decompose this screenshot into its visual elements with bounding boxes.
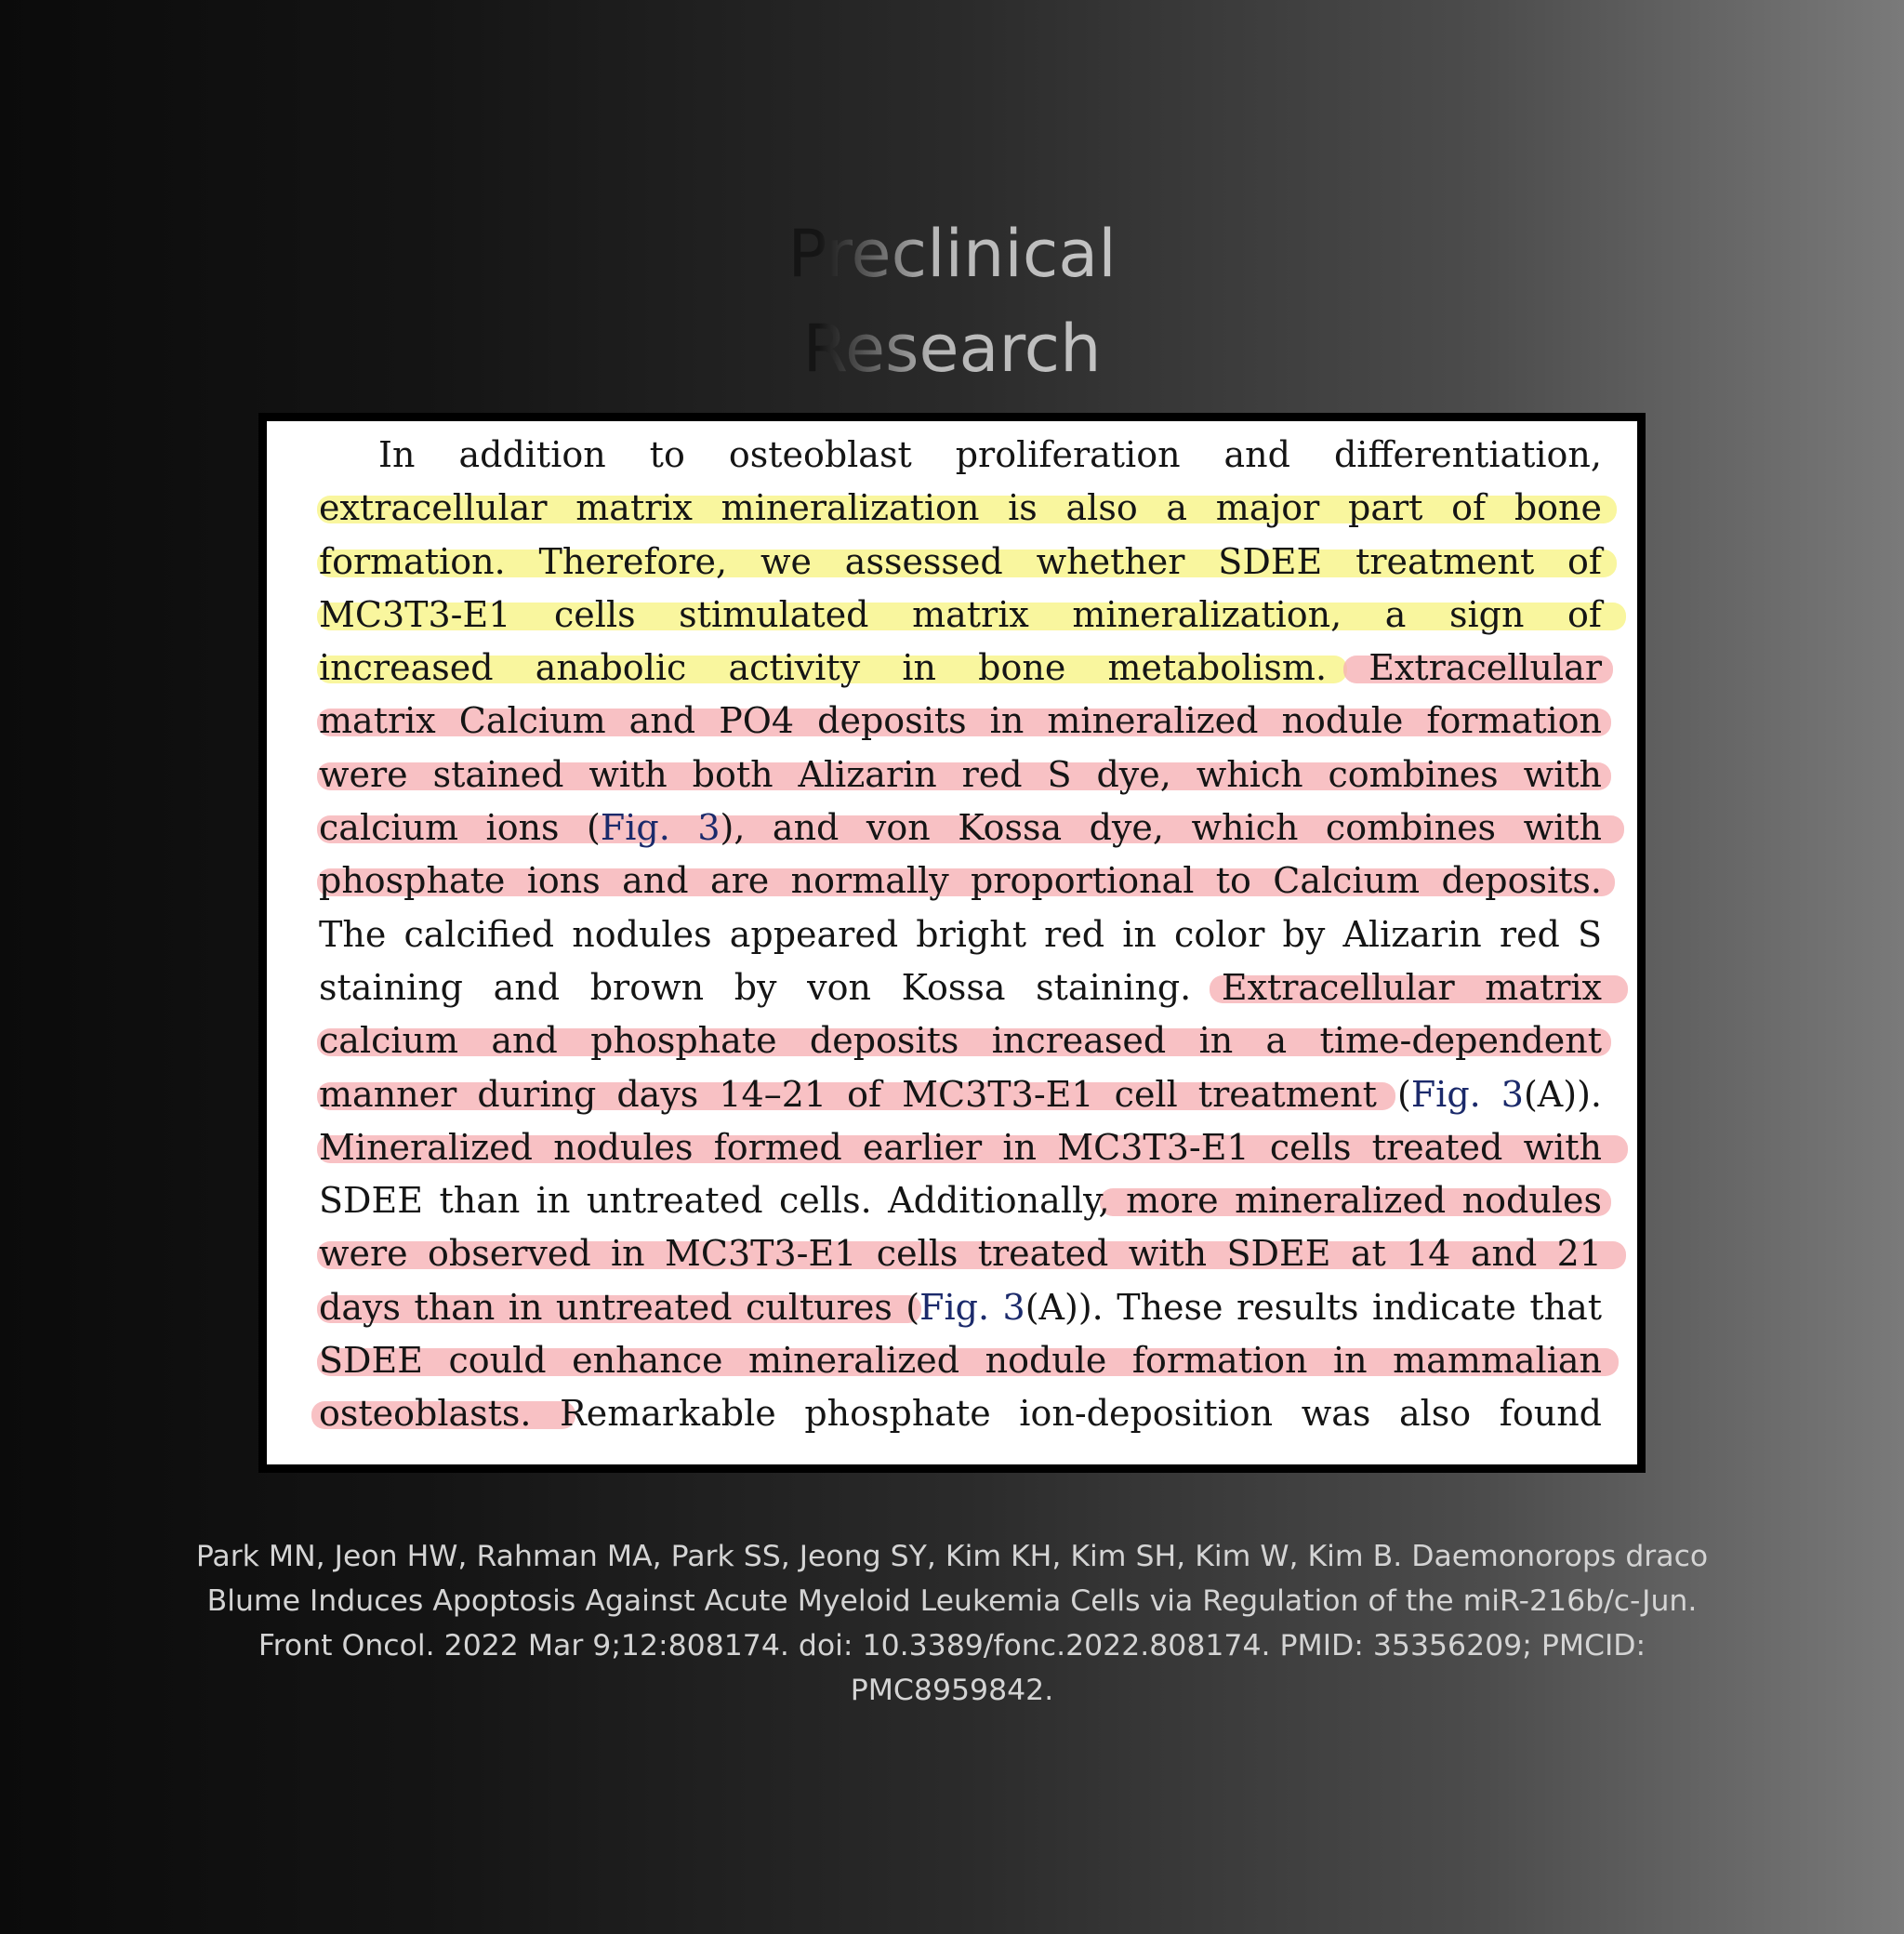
excerpt-line: SDEE than in untreated cells. Additionally, more mineralized nodules <box>319 1174 1602 1227</box>
figure-reference-link: Fig. 3 <box>600 807 721 849</box>
excerpt-line <box>319 801 1602 854</box>
excerpt-line: increased anabolic activity in bone metabolism. Extracellular <box>319 642 1602 695</box>
excerpt-line-with-figure-ref: manner during days 14–21 of MC3T3-E1 cell treatment (Fig. 3(A)). <box>319 1073 1602 1115</box>
excerpt-line: were observed in MC3T3-E1 cells treated with SDEE at 14 and 21 <box>319 1227 1602 1280</box>
excerpt-line: SDEE could enhance mineralized nodule formation in mammalian <box>319 1334 1602 1387</box>
citation <box>167 1534 1737 1713</box>
page-title <box>0 206 1904 396</box>
article-excerpt-image <box>258 413 1646 1473</box>
citation-line-4: PMC8959842. <box>850 1674 1054 1707</box>
excerpt-line: osteoblasts. Remarkable phosphate ion-deposition was also found <box>319 1387 1602 1440</box>
excerpt-line-with-figure-ref: days than in untreated cultures (Fig. 3(A)). These results indicate that <box>319 1286 1603 1328</box>
excerpt-line: MC3T3-E1 cells stimulated matrix mineralization, a sign of <box>319 589 1602 642</box>
excerpt-line: phosphate ions and are normally proportional to Calcium deposits. <box>319 854 1602 907</box>
page-title-line-2: Research <box>802 311 1102 387</box>
excerpt-line: The calcified nodules appeared bright red in color by Alizarin red S <box>319 913 1602 955</box>
article-excerpt-text <box>319 429 1602 1441</box>
excerpt-line: extracellular matrix mineralization is also a major part of bone <box>319 482 1602 535</box>
excerpt-line: calcium and phosphate deposits increased in a time-dependent <box>319 1014 1602 1067</box>
citation-line-1: Park MN, Jeon HW, Rahman MA, Park SS, Jeong SY, Kim KH, Kim SH, Kim W, Kim B. Daemonorops draco <box>195 1540 1709 1573</box>
excerpt-line: Mineralized nodules formed earlier in MC3T3-E1 cells treated with <box>319 1121 1602 1174</box>
excerpt-line-with-figure-ref: calcium ions (Fig. 3), and von Kossa dye, which combines with <box>319 807 1602 849</box>
excerpt-line: staining and brown by von Kossa staining. Extracellular matrix <box>319 961 1602 1014</box>
excerpt-line: In addition to osteoblast proliferation and differentiation, <box>378 434 1602 475</box>
citation-line-2: Blume Induces Apoptosis Against Acute Myeloid Leukemia Cells via Regulation of the miR-216b/c-Jun. <box>206 1584 1698 1618</box>
figure-reference-link: Fig. 3 <box>1410 1073 1524 1115</box>
excerpt-line <box>319 1068 1602 1121</box>
excerpt-line: matrix Calcium and PO4 deposits in mineralized nodule formation <box>319 695 1602 748</box>
citation-line-3: Front Oncol. 2022 Mar 9;12:808174. doi: 10.3389/fonc.2022.808174. PMID: 35356209; PMCID: <box>258 1629 1646 1662</box>
page-title-line-1: Preclinical <box>787 216 1117 292</box>
excerpt-line: formation. Therefore, we assessed whether SDEE treatment of <box>319 536 1602 589</box>
excerpt-line <box>319 1281 1602 1334</box>
excerpt-line: were stained with both Alizarin red S dye, which combines with <box>319 748 1602 801</box>
figure-reference-link: Fig. 3 <box>919 1286 1025 1328</box>
